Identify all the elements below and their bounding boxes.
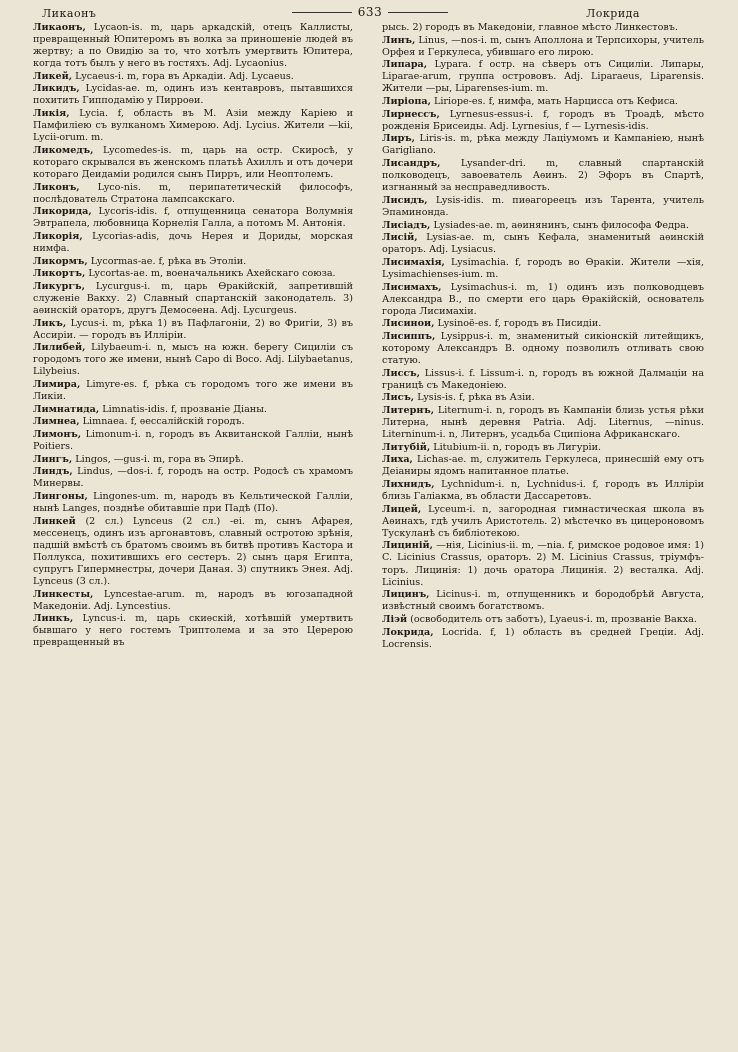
entry-definition: (2 сл.) Lynceus (2 сл.) -ei. m, сынъ Афарея, мессенецъ, одинъ изъ аргонавтовъ, славный остротою зрѣнія, падшій вмѣстѣ съ братомъ своимъ въ битвѣ противъ Кастора и Поллукса, похитившихъ его сестеръ. 2) сынъ царя Египта, супругъ Гипермнестры, дочери Даная. 3) спутникъ Энея. Adj. Lynceus (3 сл.).	[33, 515, 353, 587]
entry-definition: Liriope-es. f, нимфа, мать Нарцисса отъ Кефиса.	[430, 96, 678, 108]
entry-headword: Лисимахія,	[382, 256, 445, 268]
entry-headword: Ликаонъ,	[33, 22, 86, 33]
entry-definition: Limonum-i. n, городъ въ Аквитанской Галліи, нынѣ Poitiers.	[33, 429, 353, 453]
entry-definition: Lycurgus-i. m, царь Ѳракійскій, запретившій служеніе Вакху. 2) Славный спартанскій законодатель. 3) аѳинскій ораторъ, другъ Демосѳена. Adj. Lycurgeus.	[33, 280, 353, 317]
dictionary-entry	[382, 540, 704, 588]
dictionary-entry	[382, 257, 704, 281]
entry-definition: рысь. 2) городъ въ Македоніи, главное мѣсто Линкестовъ.	[382, 22, 678, 33]
dictionary-entry	[33, 429, 353, 453]
entry-headword: Лисіадъ,	[382, 219, 431, 231]
dictionary-entry	[382, 282, 704, 318]
entry-definition: Liternum-i. n, городъ въ Кампаніи близь устья рѣки Литерна, нынѣ деревня Patria. Adj. Liternus, —ninus. Literninum-i. n, Литернъ, усадьба Сципіона Африканскаго.	[382, 404, 704, 441]
entry-headword: Ліэй	[382, 613, 408, 625]
dictionary-entry	[33, 145, 353, 181]
entry-headword: Ликонъ,	[33, 181, 80, 193]
entry-headword: Лиръ,	[382, 133, 416, 145]
entry-definition: —нія, Licinius-ii. m, —nia. f, римское родовое имя: 1) C. Licinius Crassus, ораторъ. 2) M. Licinius Crassus, тріумфъ-торъ. Лицинія: 1) дочь оратора Лицинія. 2) весталка. Adj. Licinius.	[382, 540, 704, 588]
entry-definition: Limnaea. f, ѳессалійскій городъ.	[79, 416, 245, 428]
entry-headword: Ликидъ,	[33, 83, 80, 95]
dictionary-entry	[33, 182, 353, 206]
entry-definition: Lindus, —dos-i. f, городъ на остр. Родосѣ съ храмомъ Минервы.	[33, 466, 353, 490]
entry-headword: Линкъ,	[33, 613, 74, 625]
entry-definition: Lingos, —gus-i. m, гора въ Эпирѣ.	[72, 453, 244, 465]
dictionary-entry	[382, 195, 704, 219]
dictionary-entry	[382, 220, 704, 232]
entry-definition: Lysis-is. f, рѣка въ Азіи.	[414, 392, 535, 404]
entry-headword: Лимнатида,	[33, 403, 100, 415]
entry-headword: Лисій,	[382, 232, 418, 244]
entry-headword: Ликъ,	[33, 317, 67, 329]
dictionary-entry	[33, 22, 353, 70]
dictionary-entry	[33, 318, 353, 342]
dictionary-entry	[382, 504, 704, 540]
dictionary-entry	[33, 281, 353, 317]
entry-definition: Lypara. f остр. на сѣверъ отъ Сициліи. Липары, Liparae-arum, группа острововъ. Adj. Liparaeus, Liparensis. Жители —ры, Liparenses-ium. m.	[382, 59, 704, 95]
entry-definition: Litubium-ii. n, городъ въ Лигуріи.	[430, 441, 602, 453]
entry-headword: Лиха,	[382, 454, 413, 466]
dictionary-entry	[382, 35, 704, 59]
left-column	[33, 22, 353, 650]
dictionary-entry	[33, 206, 353, 230]
dictionary-entry	[33, 416, 353, 428]
entry-headword: Лиссъ,	[382, 367, 420, 379]
entry-definition: Lysinoë-es. f, городъ въ Писидіи.	[434, 318, 602, 330]
entry-headword: Ликей,	[33, 70, 73, 82]
entry-headword: Лингъ,	[33, 453, 73, 465]
dictionary-entry	[33, 404, 353, 416]
dictionary-entry	[33, 71, 353, 83]
entry-headword: Лициній,	[382, 540, 433, 552]
dictionary-entry	[382, 454, 704, 478]
entry-definition: Lysimachus-i. m, 1) одинъ изъ полководцевъ Александра В., по смерти его царь Ѳракійскій, основатель города Лисимахіи.	[382, 281, 704, 317]
entry-definition: Lyrnesus-essus-i. f, городъ въ Троадѣ, мѣсто рожденія Брисеиды. Adj. Lyrnesius, f — Lyrnesis-idis.	[382, 108, 704, 132]
entry-headword: Лингоны,	[33, 491, 88, 503]
entry-headword: Ликорія,	[33, 230, 83, 242]
entry-definition: Lissus-i. f. Lissum-i. n, городъ въ южной Далмаціи на границѣ съ Македоніею.	[382, 367, 704, 391]
dictionary-entry	[382, 232, 704, 256]
entry-headword: Ликургъ,	[33, 280, 85, 292]
entry-definition: Lycomedes-is. m, царь на остр. Скиросѣ, у котораго скрывался въ женскомъ платьѣ Ахиллъ и отъ дочери котораго Деидаміи родился сынъ Пирръ, или Неоптолемъ.	[33, 144, 353, 180]
header-rule-right	[388, 12, 448, 13]
entry-headword: Лисимахъ,	[382, 281, 442, 293]
entry-headword: Лицинъ,	[382, 589, 430, 601]
dictionary-entry	[33, 379, 353, 403]
dictionary-entry	[33, 491, 353, 515]
dictionary-entry	[382, 133, 704, 157]
entry-definition: Lichas-ae. m, служитель Геркулеса, принесшій ему отъ Деіаниры ядомъ напитанное платье.	[382, 454, 704, 478]
entry-definition: Lyncus-i. m, царь скиѳскій, хотѣвшій умертвить бывшаго у него гостемъ Триптолема и за это Церерою превращенный въ	[33, 613, 353, 649]
entry-definition: Lysias-ae. m, сынъ Кефала, знаменитый аѳинскій ораторъ. Adj. Lysiacus.	[382, 232, 704, 256]
dictionary-entry	[382, 614, 704, 626]
entry-definition: Lycorias-adis, дочь Нерея и Дориды, морская нимфа.	[33, 230, 353, 254]
entry-headword: Лирнессъ,	[382, 108, 440, 120]
dictionary-entry	[382, 158, 704, 194]
entry-headword: Линъ,	[382, 34, 416, 46]
dictionary-entry	[382, 368, 704, 392]
entry-headword: Литубій,	[382, 441, 431, 453]
right-column	[382, 22, 704, 651]
entry-definition: Linus, —nos-i. m, сынъ Аполлона и Терпсихоры, учитель Орфея и Геркулеса, убившаго его лирою.	[382, 34, 704, 58]
entry-definition: Lyceum-i. n, загородная гимнастическая школа въ Аѳинахъ, гдѣ училъ Аристотель. 2) мѣстечко въ цицероновомъ Тускуланѣ съ библіотекою.	[382, 503, 704, 539]
entry-definition: Limyre-es. f, рѣка съ городомъ того же имени въ Ликіи.	[33, 379, 353, 403]
dictionary-entry	[382, 331, 704, 367]
dictionary-entry	[33, 454, 353, 466]
dictionary-entry	[382, 405, 704, 441]
header-left-word: Ликаонъ	[42, 7, 97, 20]
dictionary-entry	[382, 627, 704, 651]
entry-definition: Lycormas-ae. f, рѣка въ Этоліи.	[87, 255, 247, 267]
entry-definition: Lysander-dri. m, славный спартанскій полководецъ, завоеватель Аѳинъ. 2) Эфоръ въ Спартѣ, изгнанный за несправедливость.	[382, 158, 704, 194]
dictionary-entry	[33, 466, 353, 490]
entry-definition: Locrida. f, 1) область въ средней Греціи. Adj. Locrensis.	[382, 626, 704, 650]
dictionary-entry	[33, 516, 353, 588]
entry-definition: Licinus-i. m, отпущенникъ и бородобрѣй Августа, извѣстный своимъ богатствомъ.	[382, 589, 704, 613]
entry-definition: Liris-is. m, рѣка между Лаціумомъ и Кампаніею, нынѣ Garigliano.	[382, 133, 704, 157]
entry-definition: Lycaeus-i. m, гора въ Аркадіи. Adj. Lycaeus.	[72, 70, 294, 82]
entry-definition: Lyncestae-arum. m, народъ въ югозападной Македоніи. Adj. Lyncestius.	[33, 588, 353, 612]
dictionary-entry	[33, 589, 353, 613]
dictionary-entry	[382, 109, 704, 133]
page-number: 633	[357, 5, 383, 19]
dictionary-entry	[33, 342, 353, 378]
entry-definition: Lycus-i. m, рѣка 1) въ Пафлагоніи, 2) во Фригіи, 3) въ Ассиріи. — городъ въ Илліріи.	[33, 317, 353, 341]
entry-headword: Лимира,	[33, 379, 81, 391]
dictionary-entry	[382, 442, 704, 454]
dictionary-entry	[33, 613, 353, 649]
entry-headword: Лилибей,	[33, 342, 86, 354]
entry-definition: Lycaon-is. m, царь аркадскій, отецъ Каллисты, превращенный Юпитеромъ въ волка за приношеніе людей въ жертву; а по Овидію за то, что хотѣлъ умертвить Юпитера, когда тотъ былъ у него въ гостяхъ. Adj. Lycaonius.	[33, 22, 353, 70]
entry-definition: Lysimachia. f, городъ во Ѳракіи. Жители —хія, Lysimachienses-ium. m.	[382, 256, 704, 280]
dictionary-entry	[382, 96, 704, 108]
entry-headword: Ликомедъ,	[33, 144, 94, 156]
entry-headword: Лисинои,	[382, 318, 435, 330]
entry-definition: Lycortas-ae. m, военачальникъ Ахейскаго союза.	[85, 268, 336, 280]
entry-definition: Lysis-idis. m. пиѳагореецъ изъ Тарента, учитель Эпаминонда.	[382, 194, 704, 218]
dictionary-entry	[33, 108, 353, 144]
dictionary-entry	[33, 83, 353, 107]
entry-headword: Линкей	[33, 515, 76, 527]
dictionary-entry	[382, 589, 704, 613]
entry-headword: Лихнидъ,	[382, 479, 435, 491]
entry-headword: Лисъ,	[382, 392, 415, 404]
entry-headword: Лиріопа,	[382, 96, 431, 108]
entry-headword: Линдъ,	[33, 466, 73, 478]
dictionary-entry	[382, 59, 704, 95]
entry-definition: Lysippus-i. m, знаменитый сикіонскій литейщикъ, которому Александръ В. одному позволилъ отливать свою статую.	[382, 330, 704, 366]
entry-headword: Лимнеа,	[33, 416, 80, 428]
header-rule-left	[292, 12, 352, 13]
entry-headword: Ликія,	[33, 108, 70, 120]
entry-definition: (освободитель отъ заботъ), Lyaeus-i. m, прозваніе Вакха.	[407, 613, 697, 625]
entry-headword: Лимонъ,	[33, 429, 82, 441]
entry-definition: Lychnidum-i. n, Lychnidus-i. f, городъ въ Илліріи близь Галіакма, въ области Дассаретовъ.	[382, 479, 704, 503]
entry-definition: Lycia. f, область въ М. Азіи между Каріею и Памфиліею съ вулканомъ Химерою. Adj. Lycius. Жители —kii, Lycii-orum. m.	[33, 108, 353, 144]
entry-definition: Lilybaeum-i. n, мысъ на южн. берегу Сициліи съ городомъ того же имени, нынѣ Capo di Boco. Adj. Lilybaetanus, Lilybeius.	[33, 342, 353, 378]
dictionary-entry	[33, 256, 353, 268]
entry-definition: Lysiades-ae. m, аѳинянинъ, сынъ философа Федра.	[430, 219, 689, 231]
entry-definition: Lycoris-idis. f, отпущенница сенатора Волумнія Эвтрапела, любовница Корнелія Галла, а потомъ М. Антонія.	[33, 206, 353, 230]
entry-headword: Липара,	[382, 59, 428, 71]
dictionary-entry	[382, 22, 704, 34]
entry-definition: Limnatis-idis. f, прозваніе Діаны.	[99, 403, 267, 415]
entry-headword: Лисидъ,	[382, 194, 428, 206]
dictionary-entry	[382, 318, 704, 330]
page-header	[30, 4, 710, 22]
dictionary-entry	[33, 231, 353, 255]
entry-headword: Лисандръ,	[382, 158, 441, 170]
dictionary-entry	[382, 479, 704, 503]
entry-headword: Ликормъ,	[33, 255, 88, 267]
entry-headword: Локрида,	[382, 626, 434, 638]
entry-headword: Лицей,	[382, 503, 422, 515]
entry-headword: Литернъ,	[382, 404, 435, 416]
dictionary-entry	[33, 268, 353, 280]
dictionary-entry	[382, 392, 704, 404]
entry-headword: Ликортъ,	[33, 268, 86, 280]
entry-headword: Ликорида,	[33, 206, 92, 218]
entry-headword: Лисиппъ,	[382, 330, 436, 342]
header-right-word: Локрида	[586, 7, 640, 20]
entry-definition: Lyco-nis. m, перипатетическій философъ, послѣдователь Стратона лампсакскаго.	[33, 181, 353, 205]
entry-definition: Lingones-um. m, народъ въ Кельтической Галліи, нынѣ Langes, позднѣе обитавшіе при Падѣ (По).	[33, 491, 353, 515]
entry-headword: Линкесты,	[33, 588, 94, 600]
entry-definition: Lycidas-ae. m, одинъ изъ кентавровъ, пытавшихся похитить Гипподамію у Пирроѳи.	[33, 83, 353, 107]
